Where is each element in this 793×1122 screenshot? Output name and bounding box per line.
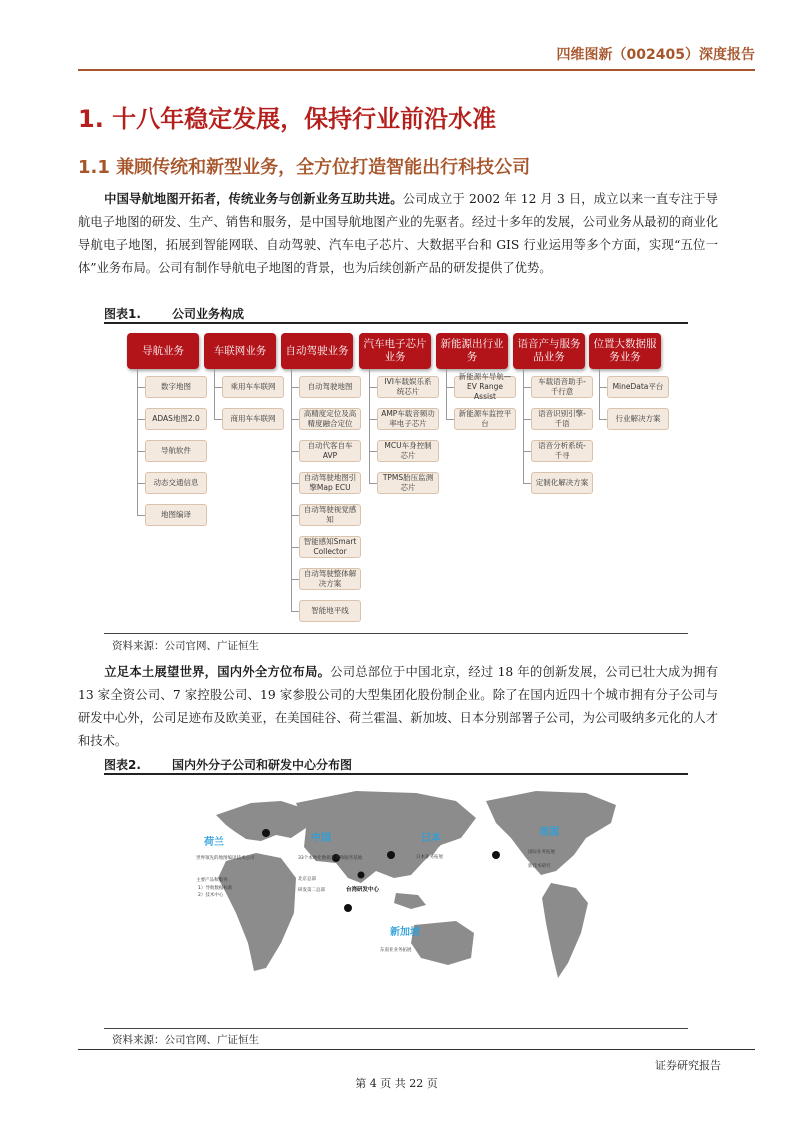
connector-line bbox=[369, 483, 377, 484]
business-item-box: 新能源车监控平台 bbox=[454, 408, 516, 430]
figure-title bbox=[104, 756, 352, 773]
singapore-marker bbox=[344, 904, 352, 912]
connector-line bbox=[599, 369, 600, 419]
connector-line bbox=[599, 387, 607, 388]
business-item-box: 地图编译 bbox=[145, 504, 207, 526]
business-category-box: 位置大数据服务业务 bbox=[589, 333, 661, 369]
business-item-box: 智能地平线 bbox=[299, 600, 361, 622]
connector-line bbox=[291, 611, 299, 612]
china-note: 33个本地化数据采集和服务基地 bbox=[298, 856, 363, 861]
business-category-box: 自动驾驶业务 bbox=[281, 333, 353, 369]
figure-number: 图表2. bbox=[104, 758, 141, 772]
taiwan-label: 台湾研发中心 bbox=[346, 887, 380, 893]
business-item-box: IVI车载娱乐系统芯片 bbox=[377, 376, 439, 398]
business-item-box: AMP车载音频功率电子芯片 bbox=[377, 408, 439, 430]
connector-line bbox=[291, 579, 299, 580]
sea-islands bbox=[394, 893, 426, 909]
business-item-box: 新能源车导航—EV Range Assist bbox=[454, 376, 516, 398]
business-item-box: 行业解决方案 bbox=[607, 408, 669, 430]
australia-landmass bbox=[411, 921, 474, 965]
paragraph-lead: 中国导航地图开拓者，传统业务与创新业务互助共进。 bbox=[104, 191, 403, 206]
connector-line bbox=[214, 387, 222, 388]
singapore-note: 东南亚业务拓展 bbox=[380, 948, 412, 953]
business-category-box: 车联网业务 bbox=[204, 333, 276, 369]
connector-line bbox=[214, 369, 215, 419]
business-item-box: 智能感知Smart Collector bbox=[299, 536, 361, 558]
subsection-heading: 1.1 兼顾传统和新型业务，全方位打造智能出行科技公司 bbox=[78, 157, 531, 178]
connector-line bbox=[291, 387, 299, 388]
connector-line bbox=[446, 369, 447, 419]
connector-line bbox=[137, 387, 145, 388]
figure-bottom-rule bbox=[104, 633, 688, 634]
paragraph-body: 公司成立于 2002 年 12 月 3 日，成立以来一直专注于导航电子地图的研发、生产、销售和服务，是中国导航地图产业的先驱者。经过十多年的发展，公司业务从最初的商业化导航电子地图，拓展到智能网联、自动驾驶、汽车电子芯片、大数据平台和 GIS 行业运用等多个方面，实现“五位一体”业务布局。公司有制作导航电子地图的背景，也为后续创新产品的研发提供了优势。 bbox=[78, 192, 718, 275]
business-item-box: 自动驾驶视觉感知 bbox=[299, 504, 361, 526]
figure-number: 图表1. bbox=[104, 307, 141, 321]
business-item-box: 商用车车联网 bbox=[222, 408, 284, 430]
figure-bottom-rule bbox=[104, 1028, 688, 1029]
business-item-box: 车载语音助手-千行意 bbox=[531, 376, 593, 398]
business-item-box: 自动驾驶地图 bbox=[299, 376, 361, 398]
business-item-box: 动态交通信息 bbox=[145, 472, 207, 494]
connector-line bbox=[214, 419, 222, 420]
netherlands-note: 2）技术中心 bbox=[198, 893, 224, 898]
china-note: 北京总部 bbox=[298, 877, 316, 882]
figure-caption: 国内外分子公司和研发中心分布图 bbox=[172, 758, 353, 772]
world-map bbox=[156, 783, 626, 993]
business-item-box: MineData平台 bbox=[607, 376, 669, 398]
business-item-box: TPMS胎压监测芯片 bbox=[377, 472, 439, 494]
footer-divider bbox=[78, 1049, 755, 1050]
business-category-box: 汽车电子芯片业务 bbox=[359, 333, 431, 369]
continents bbox=[216, 791, 616, 978]
connector-line bbox=[369, 387, 377, 388]
business-item-box: 自动驾驶地图引擎Map ECU bbox=[299, 472, 361, 494]
netherlands-note: 1）导航数据标准 bbox=[198, 886, 233, 891]
netherlands-label: 荷兰 bbox=[204, 837, 224, 848]
connector-line bbox=[137, 451, 145, 452]
japan-note: 日本业务拓展 bbox=[416, 855, 443, 860]
japan-marker bbox=[387, 851, 395, 859]
section-heading: 1. 十八年稳定发展，保持行业前沿水准 bbox=[78, 105, 497, 133]
page-number: 第 4 页 共 22 页 bbox=[355, 1077, 438, 1090]
usa-note: 国际业务拓展 bbox=[528, 850, 555, 855]
business-category-box: 语音产与服务品业务 bbox=[513, 333, 585, 369]
connector-line bbox=[137, 483, 145, 484]
business-item-box: 定制化解决方案 bbox=[531, 472, 593, 494]
connector-line bbox=[523, 451, 531, 452]
figure-source: 资料来源：公司官网、广证恒生 bbox=[112, 1034, 259, 1046]
paragraph-body: 公司总部位于中国北京，经过 18 年的创新发展，公司已壮大成为拥有 13 家全资公司、7 家控股公司、19 家参股公司的大型集团化股份制企业。除了在国内近四十个城市拥有分子公司与研发中心外，公司足迹布及欧美亚，在美国硅谷、荷兰霍温、新加坡、日本分别部署子公司，为公司吸纳多元化的人才和技术。 bbox=[78, 665, 718, 748]
connector-line bbox=[523, 419, 531, 420]
business-item-box: 高精度定位及高精度融合定位 bbox=[299, 408, 361, 430]
singapore-label: 新加坡 bbox=[390, 927, 420, 938]
china-note: 研发第二总部 bbox=[298, 888, 325, 893]
japan-label: 日本 bbox=[421, 833, 441, 844]
europe-landmass bbox=[216, 801, 306, 841]
connector-line bbox=[523, 387, 531, 388]
connector-line bbox=[369, 451, 377, 452]
connector-line bbox=[137, 369, 138, 515]
figure-caption: 公司业务构成 bbox=[172, 307, 245, 321]
business-category-box: 新能源出行业务 bbox=[436, 333, 508, 369]
south-america-landmass bbox=[542, 883, 588, 978]
business-item-box: 自动驾驶整体解决方案 bbox=[299, 568, 361, 590]
connector-line bbox=[523, 483, 531, 484]
usa-note: 新技术研究 bbox=[528, 864, 551, 869]
paragraph-global bbox=[78, 660, 718, 753]
connector-line bbox=[599, 419, 607, 420]
business-item-box: 语音分析系统-千寻 bbox=[531, 440, 593, 462]
footer-label: 证券研究报告 bbox=[655, 1059, 721, 1072]
business-item-box: 语音识别引擎-千语 bbox=[531, 408, 593, 430]
report-header-title: 四维图新（002405）深度报告 bbox=[556, 47, 755, 63]
netherlands-note: 世界领先的地图编译技术公司 bbox=[196, 856, 255, 861]
connector-line bbox=[291, 483, 299, 484]
usa-label: 美国 bbox=[539, 827, 559, 838]
business-item-box: ADAS地图2.0 bbox=[145, 408, 207, 430]
usa-marker bbox=[492, 851, 500, 859]
connector-line bbox=[446, 387, 454, 388]
business-item-box: 乘用车车联网 bbox=[222, 376, 284, 398]
figure-source: 资料来源：公司官网、广证恒生 bbox=[112, 640, 259, 652]
connector-line bbox=[137, 515, 145, 516]
connector-line bbox=[291, 451, 299, 452]
business-item-box: 导航软件 bbox=[145, 440, 207, 462]
connector-line bbox=[137, 419, 145, 420]
connector-line bbox=[291, 419, 299, 420]
business-item-box: MCU车身控制芯片 bbox=[377, 440, 439, 462]
china-label: 中国 bbox=[311, 833, 331, 844]
netherlands-marker bbox=[262, 829, 270, 837]
paragraph-lead: 立足本土展望世界，国内外全方位布局。 bbox=[104, 664, 331, 679]
connector-line bbox=[291, 515, 299, 516]
business-item-box: 数字地图 bbox=[145, 376, 207, 398]
connector-line bbox=[291, 547, 299, 548]
africa-landmass bbox=[218, 853, 296, 971]
connector-line bbox=[291, 369, 292, 611]
business-item-box: 自动代客自车AVP bbox=[299, 440, 361, 462]
taiwan-marker bbox=[358, 872, 365, 879]
connector-line bbox=[446, 419, 454, 420]
netherlands-note: 主要产品和服务： bbox=[196, 878, 232, 883]
figure-top-rule bbox=[104, 773, 688, 775]
connector-line bbox=[369, 419, 377, 420]
business-category-box: 导航业务 bbox=[127, 333, 199, 369]
